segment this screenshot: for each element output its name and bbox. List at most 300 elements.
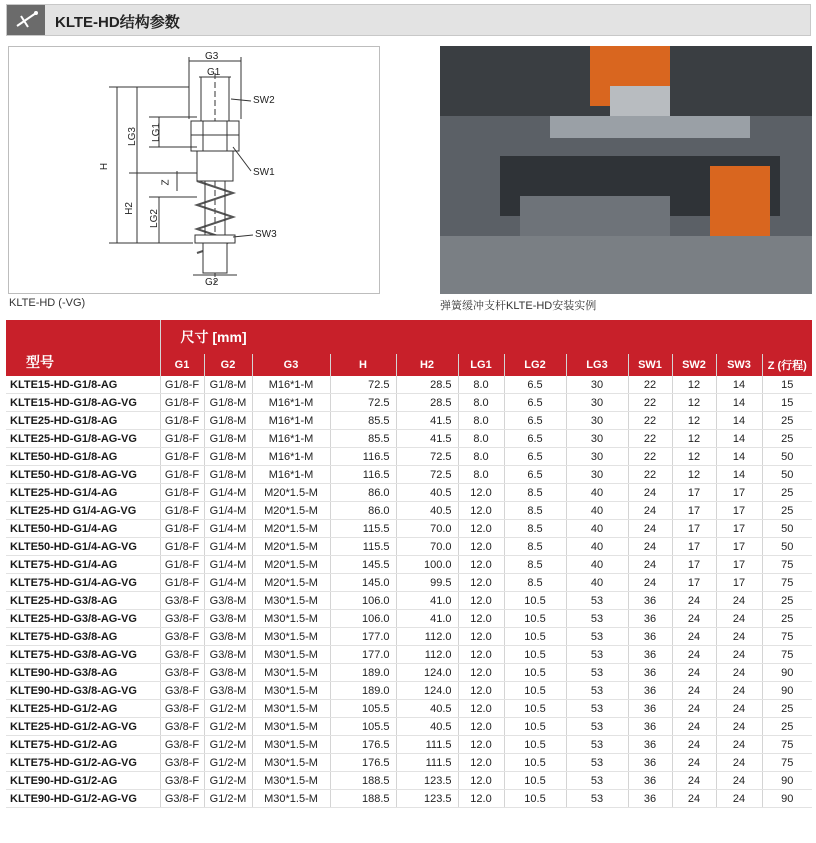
- model-cell: KLTE15-HD-G1/8-AG-VG: [6, 394, 160, 412]
- value-cell: M20*1.5-M: [252, 520, 330, 538]
- value-cell: 12.0: [458, 628, 504, 646]
- value-cell: 41.0: [396, 610, 458, 628]
- table-row: [6, 574, 812, 592]
- value-cell: 22: [628, 394, 672, 412]
- label-lg3: LG3: [126, 127, 138, 146]
- model-cell: KLTE90-HD-G3/8-AG-VG: [6, 682, 160, 700]
- value-cell: 189.0: [330, 664, 396, 682]
- value-cell: M30*1.5-M: [252, 628, 330, 646]
- value-cell: 24: [672, 736, 716, 754]
- value-cell: 90: [762, 664, 812, 682]
- value-cell: 123.5: [396, 790, 458, 808]
- table-header-dimension-row: [6, 320, 812, 354]
- value-cell: 111.5: [396, 754, 458, 772]
- value-cell: M20*1.5-M: [252, 574, 330, 592]
- value-cell: 50: [762, 520, 812, 538]
- value-cell: M20*1.5-M: [252, 502, 330, 520]
- value-cell: 12.0: [458, 682, 504, 700]
- value-cell: 24: [716, 790, 762, 808]
- value-cell: 50: [762, 448, 812, 466]
- model-cell: KLTE25-HD-G1/8-AG: [6, 412, 160, 430]
- value-cell: 17: [672, 484, 716, 502]
- model-cell: KLTE50-HD-G1/4-AG: [6, 520, 160, 538]
- table-row: [6, 448, 812, 466]
- table-row: [6, 520, 812, 538]
- value-cell: 50: [762, 538, 812, 556]
- model-cell: KLTE25-HD-G1/8-AG-VG: [6, 430, 160, 448]
- value-cell: 40.5: [396, 700, 458, 718]
- value-cell: 8.5: [504, 538, 566, 556]
- value-cell: G1/2-M: [204, 718, 252, 736]
- value-cell: G3/8-F: [160, 682, 204, 700]
- value-cell: 36: [628, 736, 672, 754]
- photo-caption: 弹簧缓冲支杆KLTE-HD安装实例: [440, 300, 597, 312]
- value-cell: 6.5: [504, 412, 566, 430]
- col-header: G1: [160, 354, 204, 376]
- value-cell: 24: [716, 772, 762, 790]
- value-cell: 17: [672, 538, 716, 556]
- value-cell: M16*1-M: [252, 430, 330, 448]
- value-cell: 24: [716, 682, 762, 700]
- value-cell: 12.0: [458, 502, 504, 520]
- value-cell: G1/8-F: [160, 556, 204, 574]
- value-cell: 176.5: [330, 736, 396, 754]
- label-g3: G3: [205, 51, 219, 62]
- value-cell: 12: [672, 376, 716, 394]
- value-cell: G3/8-F: [160, 754, 204, 772]
- col-header: Z (行程): [762, 354, 812, 376]
- value-cell: 24: [716, 664, 762, 682]
- value-cell: 10.5: [504, 700, 566, 718]
- value-cell: 10.5: [504, 718, 566, 736]
- col-header: G3: [252, 354, 330, 376]
- value-cell: 14: [716, 394, 762, 412]
- value-cell: M30*1.5-M: [252, 610, 330, 628]
- value-cell: 12.0: [458, 592, 504, 610]
- value-cell: 10.5: [504, 592, 566, 610]
- model-cell: KLTE75-HD-G3/8-AG-VG: [6, 646, 160, 664]
- model-cell: KLTE75-HD-G3/8-AG: [6, 628, 160, 646]
- value-cell: M30*1.5-M: [252, 646, 330, 664]
- value-cell: 8.5: [504, 520, 566, 538]
- value-cell: G3/8-M: [204, 646, 252, 664]
- value-cell: 24: [672, 664, 716, 682]
- value-cell: G1/8-F: [160, 574, 204, 592]
- value-cell: G1/2-M: [204, 754, 252, 772]
- value-cell: 24: [672, 790, 716, 808]
- table-row: [6, 736, 812, 754]
- value-cell: G1/8-F: [160, 430, 204, 448]
- value-cell: G3/8-F: [160, 772, 204, 790]
- value-cell: 106.0: [330, 592, 396, 610]
- value-cell: 15: [762, 394, 812, 412]
- value-cell: 24: [716, 592, 762, 610]
- table-row: [6, 628, 812, 646]
- value-cell: G1/2-M: [204, 790, 252, 808]
- drawing-svg: [9, 47, 379, 293]
- value-cell: 53: [566, 592, 628, 610]
- value-cell: G3/8-M: [204, 610, 252, 628]
- value-cell: 25: [762, 430, 812, 448]
- value-cell: 10.5: [504, 772, 566, 790]
- spec-table: [6, 320, 812, 808]
- drawing-caption: KLTE-HD (-VG): [9, 297, 86, 309]
- model-cell: KLTE90-HD-G1/2-AG-VG: [6, 790, 160, 808]
- value-cell: 25: [762, 610, 812, 628]
- model-cell: KLTE25-HD-G1/2-AG: [6, 700, 160, 718]
- value-cell: 85.5: [330, 412, 396, 430]
- value-cell: 30: [566, 412, 628, 430]
- value-cell: 24: [716, 610, 762, 628]
- value-cell: 17: [672, 574, 716, 592]
- model-cell: KLTE90-HD-G3/8-AG: [6, 664, 160, 682]
- value-cell: 22: [628, 466, 672, 484]
- value-cell: M30*1.5-M: [252, 772, 330, 790]
- value-cell: 10.5: [504, 754, 566, 772]
- value-cell: 53: [566, 736, 628, 754]
- value-cell: 53: [566, 772, 628, 790]
- value-cell: G3/8-F: [160, 664, 204, 682]
- spec-table-body: [6, 376, 812, 808]
- table-row: [6, 682, 812, 700]
- value-cell: 14: [716, 448, 762, 466]
- value-cell: 8.0: [458, 448, 504, 466]
- value-cell: G3/8-F: [160, 718, 204, 736]
- label-h2: H2: [123, 202, 135, 215]
- value-cell: G3/8-F: [160, 610, 204, 628]
- value-cell: 75: [762, 736, 812, 754]
- value-cell: 12.0: [458, 538, 504, 556]
- col-header: LG3: [566, 354, 628, 376]
- model-cell: KLTE50-HD-G1/8-AG-VG: [6, 466, 160, 484]
- value-cell: 36: [628, 700, 672, 718]
- dimension-header: 尺寸 [mm]: [160, 320, 812, 354]
- col-header: SW2: [672, 354, 716, 376]
- value-cell: 30: [566, 376, 628, 394]
- value-cell: 30: [566, 448, 628, 466]
- table-row: [6, 790, 812, 808]
- value-cell: 8.0: [458, 412, 504, 430]
- value-cell: 36: [628, 772, 672, 790]
- value-cell: 90: [762, 772, 812, 790]
- brand-logo-icon: [7, 5, 45, 35]
- value-cell: G1/8-M: [204, 466, 252, 484]
- value-cell: 10.5: [504, 646, 566, 664]
- value-cell: 75: [762, 754, 812, 772]
- value-cell: 40: [566, 538, 628, 556]
- value-cell: 8.5: [504, 574, 566, 592]
- value-cell: 36: [628, 682, 672, 700]
- value-cell: 12.0: [458, 718, 504, 736]
- value-cell: 17: [716, 538, 762, 556]
- page-title: KLTE-HD结构参数: [55, 14, 180, 31]
- value-cell: 24: [672, 754, 716, 772]
- value-cell: 75: [762, 556, 812, 574]
- value-cell: M30*1.5-M: [252, 682, 330, 700]
- value-cell: 72.5: [330, 394, 396, 412]
- table-row: [6, 394, 812, 412]
- value-cell: 145.5: [330, 556, 396, 574]
- value-cell: 25: [762, 700, 812, 718]
- value-cell: 124.0: [396, 682, 458, 700]
- value-cell: 36: [628, 610, 672, 628]
- value-cell: 70.0: [396, 538, 458, 556]
- label-lg2: LG2: [148, 209, 160, 228]
- table-row: [6, 772, 812, 790]
- label-sw3: SW3: [255, 229, 277, 240]
- value-cell: M20*1.5-M: [252, 556, 330, 574]
- value-cell: 106.0: [330, 610, 396, 628]
- value-cell: G1/8-F: [160, 538, 204, 556]
- value-cell: 53: [566, 682, 628, 700]
- value-cell: 24: [716, 736, 762, 754]
- label-sw2: SW2: [253, 95, 275, 106]
- label-g1: G1: [207, 67, 221, 78]
- value-cell: 177.0: [330, 628, 396, 646]
- value-cell: 176.5: [330, 754, 396, 772]
- col-header: LG1: [458, 354, 504, 376]
- value-cell: 40: [566, 520, 628, 538]
- value-cell: 24: [716, 754, 762, 772]
- value-cell: 41.5: [396, 430, 458, 448]
- model-cell: KLTE25-HD-G3/8-AG-VG: [6, 610, 160, 628]
- table-row: [6, 700, 812, 718]
- value-cell: 112.0: [396, 646, 458, 664]
- value-cell: 115.5: [330, 520, 396, 538]
- value-cell: 53: [566, 646, 628, 664]
- value-cell: 17: [716, 520, 762, 538]
- value-cell: G1/4-M: [204, 538, 252, 556]
- value-cell: 75: [762, 646, 812, 664]
- model-cell: KLTE25-HD-G1/2-AG-VG: [6, 718, 160, 736]
- value-cell: 36: [628, 664, 672, 682]
- value-cell: 188.5: [330, 772, 396, 790]
- value-cell: M30*1.5-M: [252, 592, 330, 610]
- value-cell: 50: [762, 466, 812, 484]
- value-cell: 111.5: [396, 736, 458, 754]
- value-cell: G1/4-M: [204, 574, 252, 592]
- value-cell: 22: [628, 412, 672, 430]
- value-cell: 8.5: [504, 502, 566, 520]
- value-cell: 36: [628, 754, 672, 772]
- value-cell: 10.5: [504, 736, 566, 754]
- value-cell: G1/8-M: [204, 412, 252, 430]
- value-cell: G1/2-M: [204, 772, 252, 790]
- value-cell: G1/4-M: [204, 502, 252, 520]
- value-cell: G1/8-M: [204, 430, 252, 448]
- value-cell: 12: [672, 394, 716, 412]
- value-cell: 24: [628, 538, 672, 556]
- value-cell: G1/8-F: [160, 394, 204, 412]
- value-cell: 30: [566, 394, 628, 412]
- value-cell: 12.0: [458, 556, 504, 574]
- value-cell: M16*1-M: [252, 466, 330, 484]
- value-cell: G1/4-M: [204, 484, 252, 502]
- model-cell: KLTE75-HD-G1/4-AG-VG: [6, 574, 160, 592]
- value-cell: 53: [566, 700, 628, 718]
- value-cell: 17: [716, 574, 762, 592]
- value-cell: 17: [672, 520, 716, 538]
- value-cell: 12.0: [458, 790, 504, 808]
- value-cell: 53: [566, 754, 628, 772]
- value-cell: G3/8-F: [160, 790, 204, 808]
- value-cell: G1/2-M: [204, 700, 252, 718]
- value-cell: 36: [628, 592, 672, 610]
- title-bar: [6, 4, 811, 36]
- value-cell: 8.0: [458, 376, 504, 394]
- value-cell: 12.0: [458, 736, 504, 754]
- value-cell: M16*1-M: [252, 376, 330, 394]
- factory-scene-illustration: [440, 46, 812, 294]
- value-cell: 72.5: [330, 376, 396, 394]
- value-cell: 24: [672, 772, 716, 790]
- value-cell: 24: [628, 502, 672, 520]
- value-cell: 6.5: [504, 466, 566, 484]
- value-cell: 10.5: [504, 790, 566, 808]
- table-row: [6, 502, 812, 520]
- value-cell: 12.0: [458, 754, 504, 772]
- table-row: [6, 484, 812, 502]
- value-cell: 25: [762, 412, 812, 430]
- value-cell: 12: [672, 466, 716, 484]
- value-cell: G3/8-M: [204, 664, 252, 682]
- value-cell: 36: [628, 646, 672, 664]
- value-cell: 14: [716, 466, 762, 484]
- value-cell: 24: [672, 610, 716, 628]
- value-cell: 25: [762, 718, 812, 736]
- model-cell: KLTE15-HD-G1/8-AG: [6, 376, 160, 394]
- value-cell: 30: [566, 430, 628, 448]
- label-sw1: SW1: [253, 167, 275, 178]
- value-cell: 53: [566, 610, 628, 628]
- value-cell: 24: [716, 628, 762, 646]
- model-cell: KLTE75-HD-G1/4-AG: [6, 556, 160, 574]
- value-cell: 12: [672, 412, 716, 430]
- value-cell: 14: [716, 412, 762, 430]
- value-cell: 12.0: [458, 772, 504, 790]
- value-cell: 17: [716, 484, 762, 502]
- value-cell: 41.0: [396, 592, 458, 610]
- value-cell: 24: [716, 718, 762, 736]
- value-cell: 24: [716, 646, 762, 664]
- value-cell: 17: [716, 502, 762, 520]
- table-row: [6, 610, 812, 628]
- value-cell: 10.5: [504, 664, 566, 682]
- value-cell: 25: [762, 484, 812, 502]
- model-header: 型号: [6, 320, 160, 376]
- value-cell: G1/8-F: [160, 502, 204, 520]
- table-row: [6, 556, 812, 574]
- value-cell: 40.5: [396, 484, 458, 502]
- value-cell: 22: [628, 376, 672, 394]
- value-cell: G3/8-M: [204, 628, 252, 646]
- value-cell: 8.5: [504, 484, 566, 502]
- value-cell: 85.5: [330, 430, 396, 448]
- value-cell: 116.5: [330, 466, 396, 484]
- value-cell: G3/8-M: [204, 592, 252, 610]
- col-header: SW1: [628, 354, 672, 376]
- value-cell: 112.0: [396, 628, 458, 646]
- value-cell: M16*1-M: [252, 394, 330, 412]
- value-cell: 86.0: [330, 502, 396, 520]
- value-cell: 6.5: [504, 448, 566, 466]
- table-row: [6, 466, 812, 484]
- value-cell: G1/8-F: [160, 412, 204, 430]
- value-cell: 123.5: [396, 772, 458, 790]
- value-cell: 6.5: [504, 394, 566, 412]
- value-cell: M20*1.5-M: [252, 484, 330, 502]
- value-cell: 28.5: [396, 376, 458, 394]
- value-cell: 40.5: [396, 718, 458, 736]
- value-cell: 30: [566, 466, 628, 484]
- label-z: Z: [160, 179, 172, 186]
- table-row: [6, 664, 812, 682]
- value-cell: 8.0: [458, 466, 504, 484]
- value-cell: 90: [762, 790, 812, 808]
- value-cell: G3/8-F: [160, 700, 204, 718]
- value-cell: 36: [628, 628, 672, 646]
- value-cell: 177.0: [330, 646, 396, 664]
- value-cell: 90: [762, 682, 812, 700]
- value-cell: G1/8-M: [204, 376, 252, 394]
- value-cell: 10.5: [504, 682, 566, 700]
- model-cell: KLTE25-HD-G3/8-AG: [6, 592, 160, 610]
- value-cell: M30*1.5-M: [252, 700, 330, 718]
- value-cell: 24: [672, 592, 716, 610]
- value-cell: M20*1.5-M: [252, 538, 330, 556]
- value-cell: 72.5: [396, 466, 458, 484]
- value-cell: 12.0: [458, 664, 504, 682]
- value-cell: G3/8-F: [160, 736, 204, 754]
- value-cell: 40: [566, 556, 628, 574]
- value-cell: M30*1.5-M: [252, 736, 330, 754]
- value-cell: 40: [566, 484, 628, 502]
- label-g2: G2: [205, 277, 219, 288]
- model-cell: KLTE50-HD-G1/8-AG: [6, 448, 160, 466]
- value-cell: 10.5: [504, 628, 566, 646]
- value-cell: G1/8-M: [204, 448, 252, 466]
- value-cell: 24: [672, 718, 716, 736]
- value-cell: 22: [628, 448, 672, 466]
- value-cell: 72.5: [396, 448, 458, 466]
- value-cell: 12: [672, 448, 716, 466]
- value-cell: 17: [672, 556, 716, 574]
- value-cell: 24: [628, 556, 672, 574]
- value-cell: 53: [566, 628, 628, 646]
- value-cell: 75: [762, 628, 812, 646]
- value-cell: 12.0: [458, 700, 504, 718]
- value-cell: 75: [762, 574, 812, 592]
- value-cell: 12.0: [458, 484, 504, 502]
- value-cell: G1/8-F: [160, 520, 204, 538]
- value-cell: G1/2-M: [204, 736, 252, 754]
- table-row: [6, 754, 812, 772]
- installation-photo: [440, 46, 812, 294]
- value-cell: 28.5: [396, 394, 458, 412]
- value-cell: 86.0: [330, 484, 396, 502]
- value-cell: G1/4-M: [204, 556, 252, 574]
- value-cell: 24: [628, 520, 672, 538]
- value-cell: G3/8-F: [160, 628, 204, 646]
- value-cell: G3/8-F: [160, 592, 204, 610]
- value-cell: 17: [716, 556, 762, 574]
- col-header: H: [330, 354, 396, 376]
- value-cell: 25: [762, 502, 812, 520]
- value-cell: 116.5: [330, 448, 396, 466]
- model-cell: KLTE25-HD G1/4-AG-VG: [6, 502, 160, 520]
- label-lg1: LG1: [150, 123, 162, 142]
- value-cell: 24: [628, 484, 672, 502]
